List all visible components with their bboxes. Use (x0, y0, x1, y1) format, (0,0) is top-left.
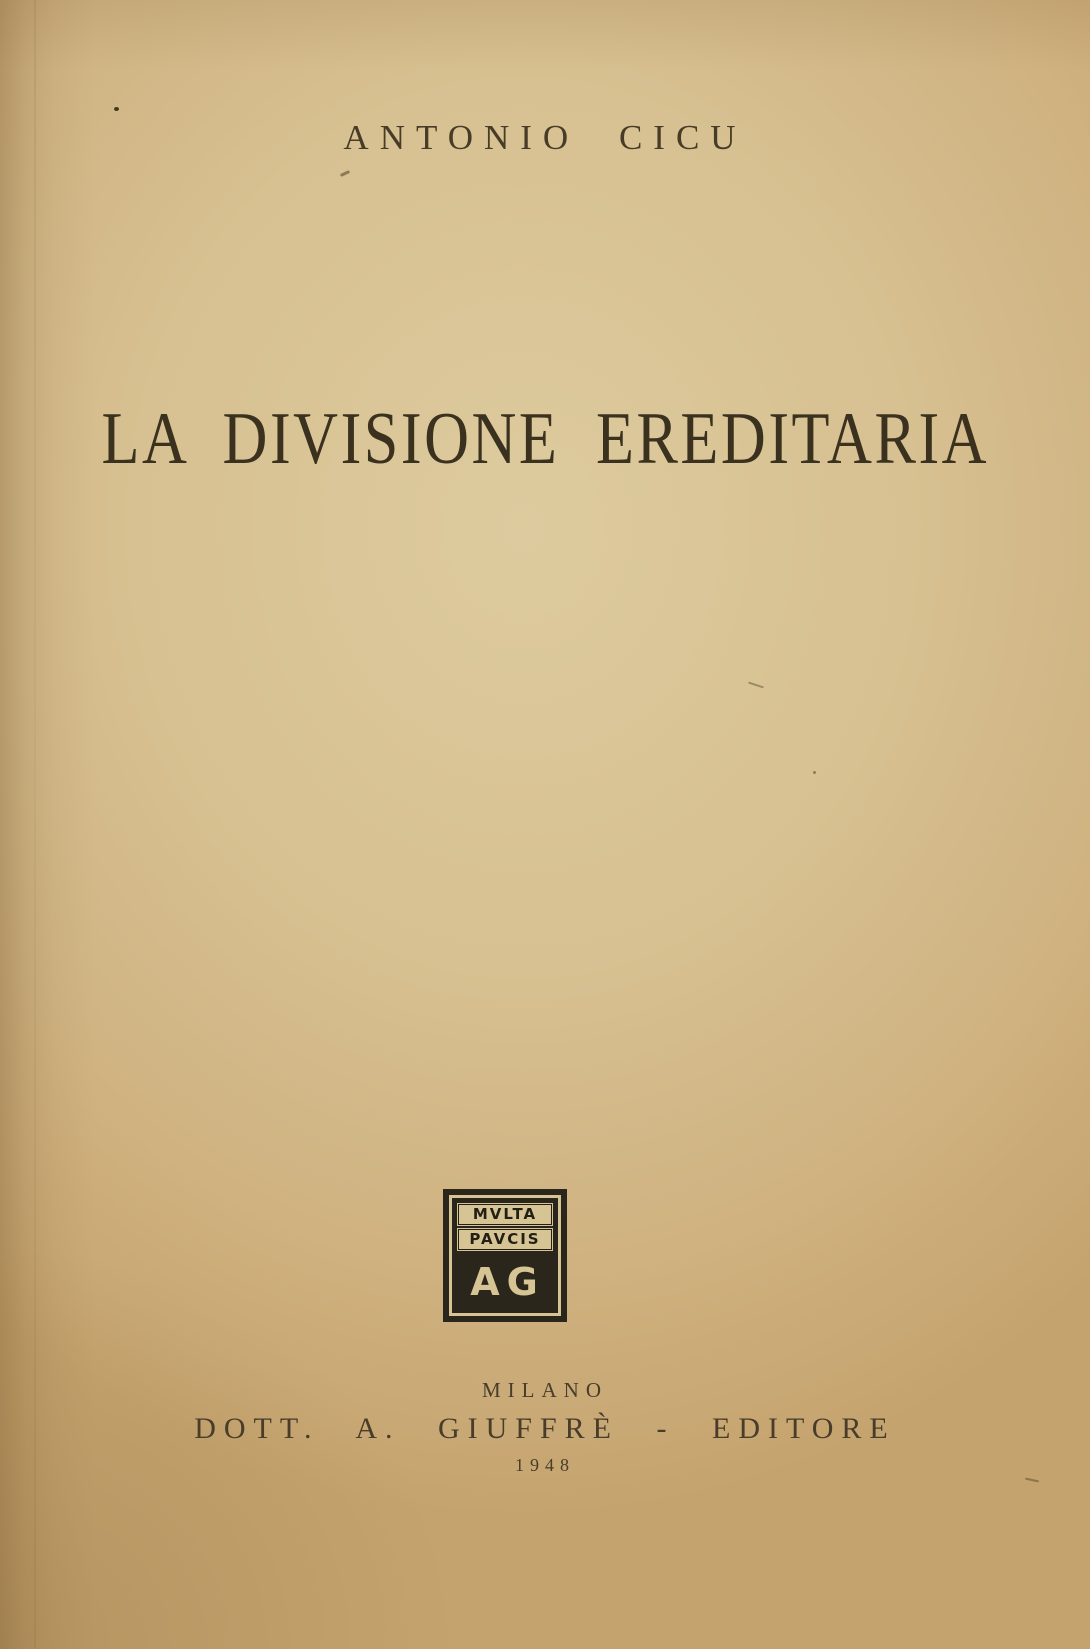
imprint-year: 1948 (515, 1455, 575, 1475)
paper-fiber (748, 682, 764, 689)
logo-motto-word-1: MVLTA (458, 1204, 552, 1225)
publisher-logo (443, 1189, 567, 1322)
logo-motto-word-2: PAVCIS (458, 1229, 552, 1250)
paper-speck (813, 771, 816, 774)
publisher-logo-inner (452, 1198, 558, 1313)
paper-scratch (1025, 1478, 1039, 1483)
title-row (0, 398, 1090, 480)
imprint-city: MILANO (482, 1378, 608, 1402)
author-name: ANTONIO CICU (343, 118, 747, 157)
imprint-block (0, 1378, 1090, 1476)
paper-speck (114, 107, 119, 111)
paper-smudge (340, 170, 350, 177)
logo-initials: AG (470, 1259, 545, 1304)
imprint-publisher: DOTT. A. GIUFFRÈ - EDITORE (194, 1412, 896, 1445)
book-title: LA DIVISIONE EREDITARIA (101, 398, 989, 480)
